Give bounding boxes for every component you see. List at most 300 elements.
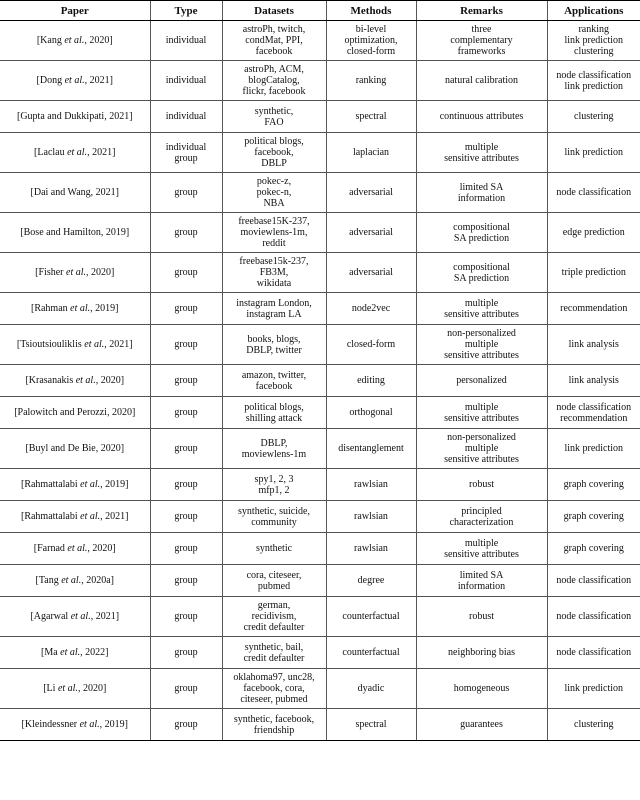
paper-author: Tang [38, 575, 59, 586]
methods-line: bi-level [355, 24, 387, 35]
applications-line: link analysis [568, 375, 619, 386]
applications-cell [547, 365, 640, 397]
paper-author: Kang [40, 35, 62, 46]
datasets-cell [222, 21, 326, 61]
applications-line: graph covering [563, 543, 624, 554]
datasets-line: facebook, cora, [243, 683, 305, 694]
remarks-cell [416, 669, 547, 709]
type-cell [150, 133, 222, 173]
et-al: et al. [64, 35, 85, 46]
datasets-cell [222, 101, 326, 133]
type-line: group [174, 227, 198, 238]
methods-cell [326, 325, 416, 365]
datasets-cell [222, 501, 326, 533]
paper-author: Farnad [37, 543, 65, 554]
remarks-line: multiple [464, 537, 499, 549]
table-row [0, 61, 640, 101]
paper-author: Kleindessner [24, 719, 78, 730]
applications-line: clustering [574, 111, 614, 122]
paper-cell: [Tsioutsiouliklis et al., 2021] [0, 325, 150, 365]
datasets-line: instagram LA [246, 308, 302, 320]
methods-line: disentanglement [338, 443, 404, 454]
applications-cell [547, 565, 640, 597]
remarks-line: personalized [456, 375, 507, 386]
methods-line: spectral [355, 719, 387, 730]
type-line: group [174, 152, 198, 164]
remarks-line: multiple [464, 339, 499, 350]
type-line: individual [165, 75, 207, 86]
remarks-line: SA prediction [453, 272, 510, 284]
datasets-line: political blogs, [244, 136, 304, 147]
table-row [0, 133, 640, 173]
applications-cell [547, 669, 640, 709]
paper-cell: [Bose and Hamilton, 2019] [0, 213, 150, 253]
paper-year: 2022 [85, 647, 106, 658]
methods-line: orthogonal [349, 407, 393, 418]
applications-cell [547, 173, 640, 213]
datasets-cell [222, 253, 326, 293]
datasets-line: shilling attack [245, 412, 303, 424]
datasets-cell [222, 397, 326, 429]
datasets-line: astroPh, twitch, [242, 24, 306, 35]
methods-line: laplacian [352, 147, 390, 158]
paper-author: Buyl and De Bie [28, 443, 96, 454]
datasets-line: political blogs, [244, 401, 304, 413]
header-applications: Applications [547, 1, 640, 21]
datasets-cell [222, 213, 326, 253]
datasets-line: NBA [263, 198, 285, 209]
datasets-cell [222, 637, 326, 669]
applications-line: triple prediction [561, 267, 626, 278]
type-cell [150, 637, 222, 669]
remarks-line: natural calibration [444, 75, 519, 86]
datasets-line: DBLP [261, 158, 287, 169]
remarks-line: sensitive attributes [444, 412, 519, 424]
applications-line: node classification [556, 611, 632, 622]
table-row [0, 397, 640, 429]
datasets-cell [222, 533, 326, 565]
type-cell [150, 709, 222, 741]
table-row [0, 597, 640, 637]
methods-cell [326, 21, 416, 61]
type-cell [150, 173, 222, 213]
et-al: et al. [60, 647, 81, 658]
paper-year: 2020 [111, 407, 132, 418]
remarks-cell [416, 173, 547, 213]
et-al: et al. [67, 543, 88, 554]
remarks-line: sensitive attributes [444, 152, 519, 164]
paper-author: Krasanakis [28, 375, 74, 386]
methods-line: dyadic [357, 683, 385, 694]
type-line: group [174, 647, 198, 658]
remarks-cell [416, 565, 547, 597]
paper-cell: [Kleindessner et al., 2019] [0, 709, 150, 741]
paper-author: Gupta and Dukkipati [20, 111, 105, 122]
table-row [0, 365, 640, 397]
table-row [0, 709, 640, 741]
applications-cell [547, 293, 640, 325]
paper-cell: [Dai and Wang, 2021] [0, 173, 150, 213]
remarks-line: sensitive attributes [444, 350, 519, 361]
methods-cell [326, 429, 416, 469]
methods-cell [326, 397, 416, 429]
methods-line: closed-form [346, 46, 396, 57]
remarks-line: limited SA [459, 181, 504, 193]
methods-cell [326, 469, 416, 501]
remarks-line: frameworks [457, 46, 506, 57]
paper-cell: [Rahmattalabi et al., 2019] [0, 469, 150, 501]
methods-cell [326, 213, 416, 253]
table-row [0, 637, 640, 669]
paper-cell: [Ma et al., 2022] [0, 637, 150, 669]
remarks-line: three [471, 24, 492, 35]
remarks-line: multiple [464, 297, 499, 309]
remarks-line: non-personalized [447, 328, 516, 339]
table-row [0, 293, 640, 325]
applications-line: ranking [578, 24, 610, 35]
paper-cell: [Kang et al., 2020] [0, 21, 150, 61]
table-body [0, 21, 640, 741]
et-al: et al. [61, 575, 82, 586]
remarks-line: SA prediction [453, 232, 510, 244]
applications-line: edge prediction [562, 227, 625, 238]
remarks-cell [416, 61, 547, 101]
remarks-cell [416, 469, 547, 501]
applications-line: clustering [574, 46, 614, 57]
paper-year: 2020 [91, 267, 111, 278]
paper-cell: [Rahman et al., 2019] [0, 293, 150, 325]
methods-cell [326, 709, 416, 741]
remarks-cell [416, 533, 547, 565]
methods-cell [326, 365, 416, 397]
datasets-line: FB3M, [259, 267, 289, 278]
datasets-line: condMat, PPI, [245, 35, 303, 46]
et-al: et al. [79, 719, 100, 730]
et-al: et al. [75, 375, 96, 386]
paper-author: Dai and Wang [33, 187, 91, 198]
type-line: group [174, 443, 198, 454]
type-line: group [174, 303, 198, 314]
paper-cell: [Palowitch and Perozzi, 2020] [0, 397, 150, 429]
type-line: group [174, 683, 198, 694]
datasets-line: moviewlens-1m, [240, 227, 308, 238]
paper-year: 2021 [109, 111, 130, 122]
methods-line: optimization, [344, 35, 398, 46]
applications-line: link prediction [564, 147, 624, 158]
methods-line: counterfactual [342, 647, 400, 658]
remarks-cell [416, 365, 547, 397]
table-row [0, 101, 640, 133]
paper-author: Agarwal [33, 611, 69, 622]
table-row [0, 533, 640, 565]
methods-cell [326, 565, 416, 597]
paper-year: 2020 [100, 375, 121, 386]
datasets-cell [222, 325, 326, 365]
remarks-line: non-personalized [447, 432, 516, 443]
paper-author: Ma [44, 647, 58, 658]
datasets-line: facebook [255, 380, 293, 392]
methods-cell [326, 293, 416, 325]
remarks-line: characterization [449, 516, 514, 528]
paper-year: 2021 [95, 187, 116, 198]
applications-line: recommendation [560, 303, 628, 314]
applications-line: node classification [556, 187, 632, 198]
remarks-line: principled [461, 505, 502, 517]
paper-cell: [Li et al., 2020] [0, 669, 150, 709]
paper-year: 2019 [105, 227, 126, 238]
datasets-cell [222, 133, 326, 173]
et-al: et al. [66, 267, 86, 278]
remarks-line: robust [469, 479, 494, 490]
paper-year: 2020 [89, 35, 110, 46]
type-cell [150, 597, 222, 637]
datasets-line: flickr, facebook [242, 86, 306, 97]
table-row [0, 325, 640, 365]
datasets-cell [222, 61, 326, 101]
applications-cell [547, 253, 640, 293]
datasets-line: facebook, [254, 147, 294, 158]
remarks-line: compositional [453, 261, 510, 273]
type-cell [150, 469, 222, 501]
paper-cell: [Gupta and Dukkipati, 2021] [0, 101, 150, 133]
methods-line: node2vec [351, 303, 391, 314]
paper-year: 2020 [92, 543, 113, 554]
paper-cell: [Dong et al., 2021] [0, 61, 150, 101]
remarks-line: sensitive attributes [444, 548, 519, 560]
methods-line: adversarial [349, 227, 393, 238]
applications-line: graph covering [563, 511, 624, 522]
header-datasets: Datasets [222, 1, 326, 21]
applications-line: clustering [574, 719, 614, 730]
datasets-cell [222, 565, 326, 597]
header-remarks: Remarks [416, 1, 547, 21]
datasets-line: books, blogs, [247, 333, 301, 345]
datasets-line: wikidata [256, 278, 292, 289]
type-cell [150, 21, 222, 61]
datasets-line: pokec-z, [256, 176, 292, 187]
applications-line: link analysis [568, 339, 619, 350]
applications-cell [547, 61, 640, 101]
methods-line: adversarial [349, 267, 393, 278]
methods-cell [326, 253, 416, 293]
datasets-cell [222, 429, 326, 469]
type-line: group [174, 543, 198, 554]
type-cell [150, 213, 222, 253]
header-row [0, 1, 640, 21]
applications-cell [547, 709, 640, 741]
table-row [0, 469, 640, 501]
type-line: group [174, 339, 198, 350]
type-cell [150, 325, 222, 365]
datasets-line: DBLP, twitter [246, 344, 302, 356]
applications-line: node classification [556, 647, 632, 658]
type-line: group [174, 719, 198, 730]
paper-cell: [Agarwal et al., 2021] [0, 597, 150, 637]
applications-line: node classification [556, 575, 632, 586]
methods-line: spectral [355, 111, 387, 122]
datasets-line: pubmed [257, 580, 291, 592]
applications-line: node classification [556, 401, 632, 413]
datasets-cell [222, 293, 326, 325]
datasets-line: reddit [262, 238, 286, 249]
remarks-line: homogeneous [453, 683, 510, 694]
paper-cell: [Fisher et al., 2020] [0, 253, 150, 293]
paper-author: Rahman [34, 303, 68, 314]
type-cell [150, 293, 222, 325]
remarks-cell [416, 637, 547, 669]
type-cell [150, 669, 222, 709]
datasets-line: astroPh, ACM, [244, 64, 304, 75]
table-row [0, 669, 640, 709]
methods-cell [326, 101, 416, 133]
methods-cell [326, 173, 416, 213]
remarks-cell [416, 501, 547, 533]
header-paper: Paper [0, 1, 150, 21]
et-al: et al. [84, 339, 105, 350]
applications-cell [547, 637, 640, 669]
type-line: group [174, 479, 198, 490]
paper-cell: [Krasanakis et al., 2020] [0, 365, 150, 397]
datasets-line: facebook [255, 46, 293, 57]
datasets-cell [222, 365, 326, 397]
remarks-line: multiple [464, 141, 499, 153]
applications-line: link prediction [564, 443, 624, 454]
remarks-cell [416, 397, 547, 429]
datasets-line: cora, citeseer, [246, 569, 302, 581]
remarks-line: multiple [464, 401, 499, 413]
paper-year: 2021 [89, 75, 110, 86]
datasets-cell [222, 597, 326, 637]
remarks-cell [416, 133, 547, 173]
type-line: group [174, 407, 198, 418]
remarks-line: limited SA [459, 569, 504, 581]
type-cell [150, 565, 222, 597]
paper-year: 2019 [105, 479, 126, 490]
remarks-cell [416, 293, 547, 325]
paper-year: 2021 [95, 611, 116, 622]
datasets-line: amazon, twitter, [241, 369, 307, 381]
methods-cell [326, 61, 416, 101]
paper-year: 2021 [92, 147, 113, 158]
paper-cell: [Tang et al., 2020a] [0, 565, 150, 597]
applications-cell [547, 501, 640, 533]
applications-line: link prediction [564, 35, 624, 46]
table-row [0, 21, 640, 61]
methods-line: degree [357, 575, 385, 586]
et-al: et al. [80, 479, 101, 490]
paper-author: Rahmattalabi [24, 479, 78, 490]
remarks-line: guarantees [460, 719, 503, 730]
datasets-line: synthetic, suicide, [238, 505, 310, 517]
applications-cell [547, 101, 640, 133]
remarks-line: information [457, 192, 506, 204]
type-cell [150, 365, 222, 397]
datasets-line: synthetic, bail, [244, 641, 304, 653]
remarks-line: neighboring bias [448, 647, 515, 658]
datasets-line: credit defaulter [243, 622, 305, 633]
type-line: group [174, 375, 198, 386]
applications-cell [547, 469, 640, 501]
header-type: Type [150, 1, 222, 21]
datasets-cell [222, 469, 326, 501]
paper-author: Li [46, 683, 56, 694]
methods-line: rawlsian [354, 479, 388, 490]
et-al: et al. [80, 511, 101, 522]
datasets-line: recidivism, [251, 611, 297, 622]
type-cell [150, 533, 222, 565]
applications-cell [547, 21, 640, 61]
datasets-cell [222, 709, 326, 741]
datasets-line: freebase15K-237, [238, 216, 310, 227]
applications-line: link prediction [564, 683, 624, 694]
datasets-line: german, [257, 600, 291, 611]
methods-cell [326, 597, 416, 637]
remarks-cell [416, 101, 547, 133]
datasets-line: credit defaulter [243, 652, 305, 664]
datasets-line: oklahoma97, unc28, [233, 672, 315, 683]
paper-year: 2021 [109, 339, 130, 350]
type-line: individual [165, 141, 207, 153]
remarks-line: multiple [464, 443, 499, 454]
paper-year: 2021 [105, 511, 126, 522]
paper-author: Fisher [38, 267, 64, 278]
type-line: group [174, 575, 198, 586]
methods-cell [326, 533, 416, 565]
datasets-line: mfp1, 2 [258, 484, 290, 496]
datasets-line: DBLP, [260, 437, 288, 449]
table-row [0, 565, 640, 597]
datasets-line: citeseer, pubmed [240, 694, 308, 705]
paper-year: 2019 [104, 719, 125, 730]
table-row [0, 429, 640, 469]
remarks-line: compositional [453, 221, 510, 233]
datasets-line: friendship [253, 724, 295, 736]
remarks-line: robust [469, 611, 494, 622]
table-row [0, 173, 640, 213]
remarks-line: sensitive attributes [444, 308, 519, 320]
paper-cell: [Farnad et al., 2020] [0, 533, 150, 565]
applications-cell [547, 325, 640, 365]
paper-year: 2019 [95, 303, 116, 314]
applications-cell [547, 213, 640, 253]
datasets-line: community [251, 516, 297, 528]
type-cell [150, 501, 222, 533]
remarks-line: continuous attributes [439, 111, 524, 122]
datasets-line: moviewlens-1m [241, 448, 307, 460]
header-methods: Methods [326, 1, 416, 21]
type-cell [150, 101, 222, 133]
paper-cell: [Rahmattalabi et al., 2021] [0, 501, 150, 533]
datasets-cell [222, 669, 326, 709]
type-cell [150, 429, 222, 469]
methods-line: rawlsian [354, 511, 388, 522]
paper-cell: [Laclau et al., 2021] [0, 133, 150, 173]
type-line: individual [165, 35, 207, 46]
paper-author: Dong [39, 75, 63, 86]
applications-line: recommendation [560, 412, 628, 424]
paper-year: 2020a [86, 575, 111, 586]
remarks-line: information [457, 580, 506, 592]
datasets-line: synthetic [255, 543, 293, 554]
remarks-cell [416, 21, 547, 61]
paper-year: 2020 [100, 443, 121, 454]
applications-line: graph covering [563, 479, 624, 490]
remarks-cell [416, 709, 547, 741]
paper-author: Tsioutsiouliklis [20, 339, 82, 350]
type-line: group [174, 187, 198, 198]
remarks-line: complementary [450, 35, 513, 46]
remarks-line: sensitive attributes [444, 454, 519, 465]
